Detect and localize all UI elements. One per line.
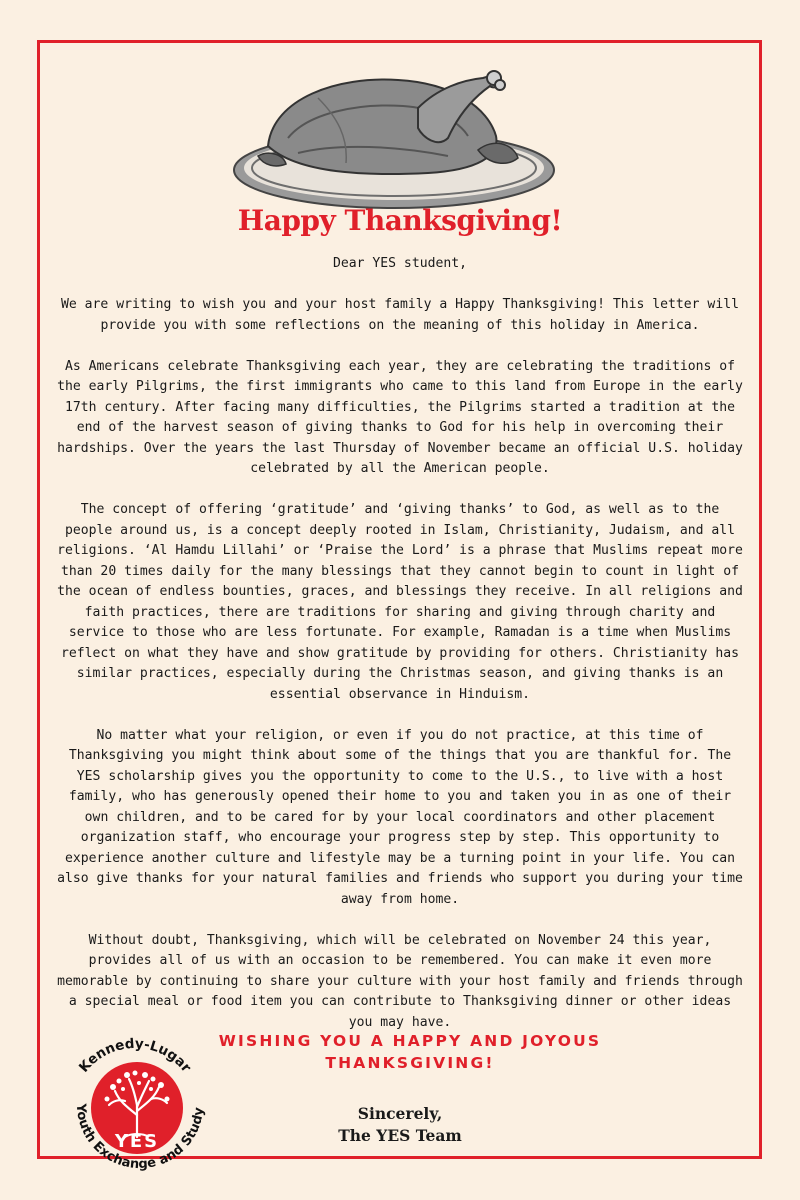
paragraph-1: We are writing to wish you and your host family a Happy Thanksgiving! This letter will provide you with some reflections on the meaning of this holiday in America. bbox=[61, 297, 739, 333]
yes-program-logo bbox=[55, 1015, 215, 1190]
letter-body bbox=[55, 254, 745, 1054]
roast-turkey-illustration bbox=[228, 58, 568, 210]
wish-line-1: WISHING YOU A HAPPY AND JOYOUS bbox=[218, 1032, 602, 1050]
logo-bottom-text: Youth Exchange and Study bbox=[72, 1103, 208, 1173]
paragraph-4: No matter what your religion, or even if you do not practice, at this time of Thanksgiving you might think about some of the things that you are thankful for. The YES scholarship gives you the opportunity to come to the U.S., to live with a host family, who has generously opened their home to you and taken you in as one of their own children, and to be cared for by your local coordinators and other placement organization staff, who encourage your progress step by step. This opportunity to experience another culture and lifestyle may be a turning point in your life. You can also give thanks for your natural families and friends who support you during your time away from home. bbox=[57, 727, 743, 907]
paragraph-5: Without doubt, Thanksgiving, which will be celebrated on November 24 this year, provides all of us with an occasion to be remembered. You can make it even more memorable by continuing to share your culture with your host family and friends through a special meal or food item you can contribute to Thanksgiving dinner or other ideas you may have. bbox=[57, 932, 743, 1030]
letter-title: Happy Thanksgiving! bbox=[237, 204, 563, 237]
logo-top-text: Kennedy-Lugar bbox=[75, 1035, 195, 1076]
signature: The YES Team bbox=[338, 1126, 462, 1145]
wish-line-2: THANKSGIVING! bbox=[325, 1054, 495, 1072]
paragraph-3: The concept of offering ‘gratitude’ and ‘giving thanks’ to God, as well as to the people around us, is a concept deeply rooted in Islam, Christianity, Judaism, and all religions. ‘Al Hamdu Lillahi’ or ‘Praise the Lord’ is a phrase that Muslims repeat more than 20 times daily for the many blessings that they cannot begin to count in light of the ocean of endless bounties, graces, and blessings they receive. In all religions and faith practices, there are traditions for sharing and giving through charity and service to those who are less fortunate. For example, Ramadan is a time when Muslims reflect on what they have and show gratitude by providing for others. Christianity has similar practices, especially during the Christmas season, and giving thanks is an essential observance in Hinduism. bbox=[57, 502, 743, 702]
paragraph-2: As Americans celebrate Thanksgiving each year, they are celebrating the traditions of the early Pilgrims, the first immigrants who came to this land from Europe in the early 17th century. After facing many difficulties, the Pilgrims started a tradition at the end of the harvest season of giving thanks to God for his help in overcoming their hardships. Over the years the last Thursday of November became an official U.S. holiday celebrated by all the American people. bbox=[57, 358, 743, 476]
holiday-wish bbox=[180, 1030, 640, 1074]
logo-center-text: YES bbox=[114, 1131, 160, 1152]
greeting: Dear YES student, bbox=[332, 256, 467, 271]
signature-block bbox=[280, 1103, 520, 1147]
closing: Sincerely, bbox=[357, 1104, 443, 1123]
